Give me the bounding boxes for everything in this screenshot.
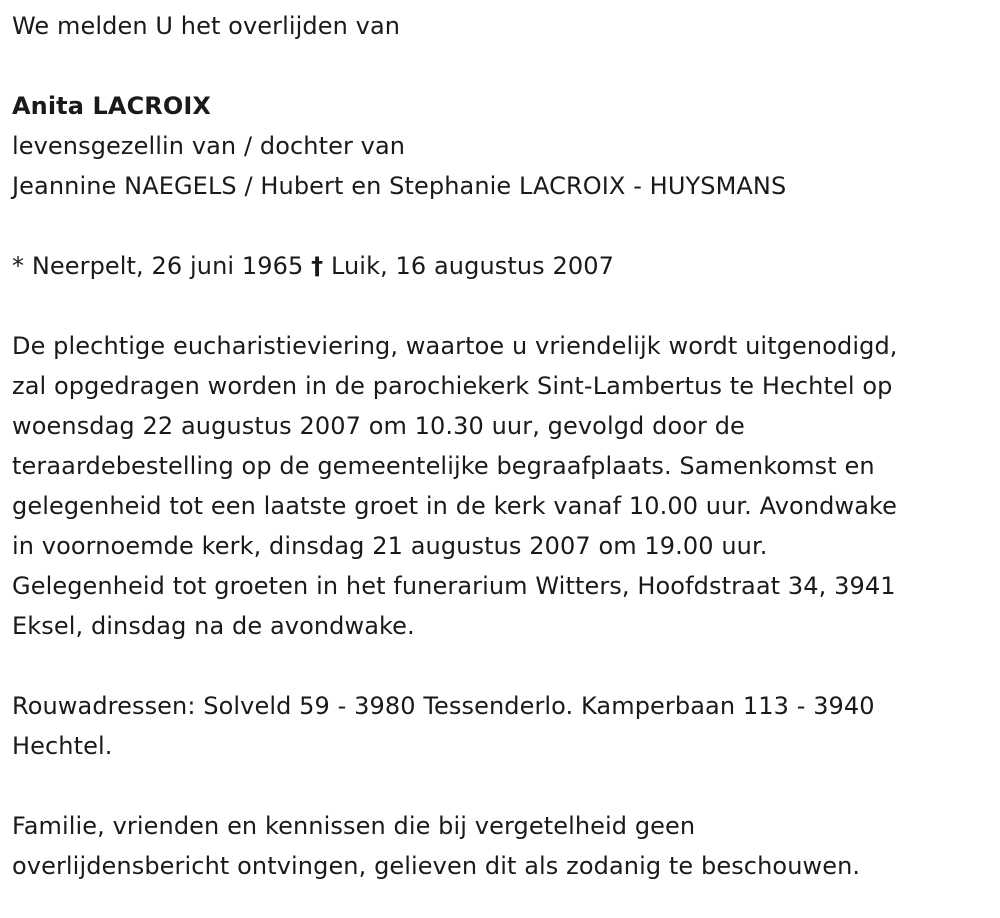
cross-icon: † bbox=[311, 252, 324, 280]
closing-paragraph bbox=[12, 806, 996, 886]
ceremony-line: in voornoemde kerk, dinsdag 21 augustus 2007 om 19.00 uur. bbox=[12, 532, 768, 560]
deceased-name: Anita LACROIX bbox=[12, 92, 212, 120]
death-text: Luik, 16 augustus 2007 bbox=[330, 252, 614, 280]
spacer bbox=[12, 46, 996, 86]
relatives-text: Jeannine NAEGELS / Hubert en Stephanie LACROIX - HUYSMANS bbox=[12, 172, 787, 200]
address-line: Rouwadressen: Solveld 59 - 3980 Tessenderlo. Kamperbaan 113 - 3940 bbox=[12, 692, 875, 720]
ceremony-paragraph bbox=[12, 326, 996, 646]
spacer bbox=[12, 766, 996, 806]
relation-text: levensgezellin van / dochter van bbox=[12, 132, 406, 160]
ceremony-line: De plechtige eucharistieviering, waartoe u vriendelijk wordt uitgenodigd, bbox=[12, 332, 898, 360]
closing-line: Familie, vrienden en kennissen die bij vergetelheid geen bbox=[12, 812, 696, 840]
obituary-notice bbox=[12, 6, 996, 886]
ceremony-line: Eksel, dinsdag na de avondwake. bbox=[12, 612, 415, 640]
birth-text: * Neerpelt, 26 juni 1965 bbox=[12, 252, 304, 280]
closing-line: overlijdensbericht ontvingen, gelieven dit als zodanig te beschouwen. bbox=[12, 852, 861, 880]
address-paragraph bbox=[12, 686, 996, 766]
ceremony-line: teraardebestelling op de gemeentelijke begraafplaats. Samenkomst en bbox=[12, 452, 875, 480]
ceremony-line: zal opgedragen worden in de parochiekerk Sint-Lambertus te Hechtel op bbox=[12, 372, 893, 400]
ceremony-line: gelegenheid tot een laatste groet in de kerk vanaf 10.00 uur. Avondwake bbox=[12, 492, 898, 520]
birth-death-line bbox=[12, 246, 996, 286]
spacer bbox=[12, 646, 996, 686]
ceremony-line: Gelegenheid tot groeten in het funerarium Witters, Hoofdstraat 34, 3941 bbox=[12, 572, 896, 600]
address-line: Hechtel. bbox=[12, 732, 113, 760]
spacer bbox=[12, 206, 996, 246]
intro-text: We melden U het overlijden van bbox=[12, 12, 401, 40]
spacer bbox=[12, 286, 996, 326]
ceremony-line: woensdag 22 augustus 2007 om 10.30 uur, gevolgd door de bbox=[12, 412, 745, 440]
